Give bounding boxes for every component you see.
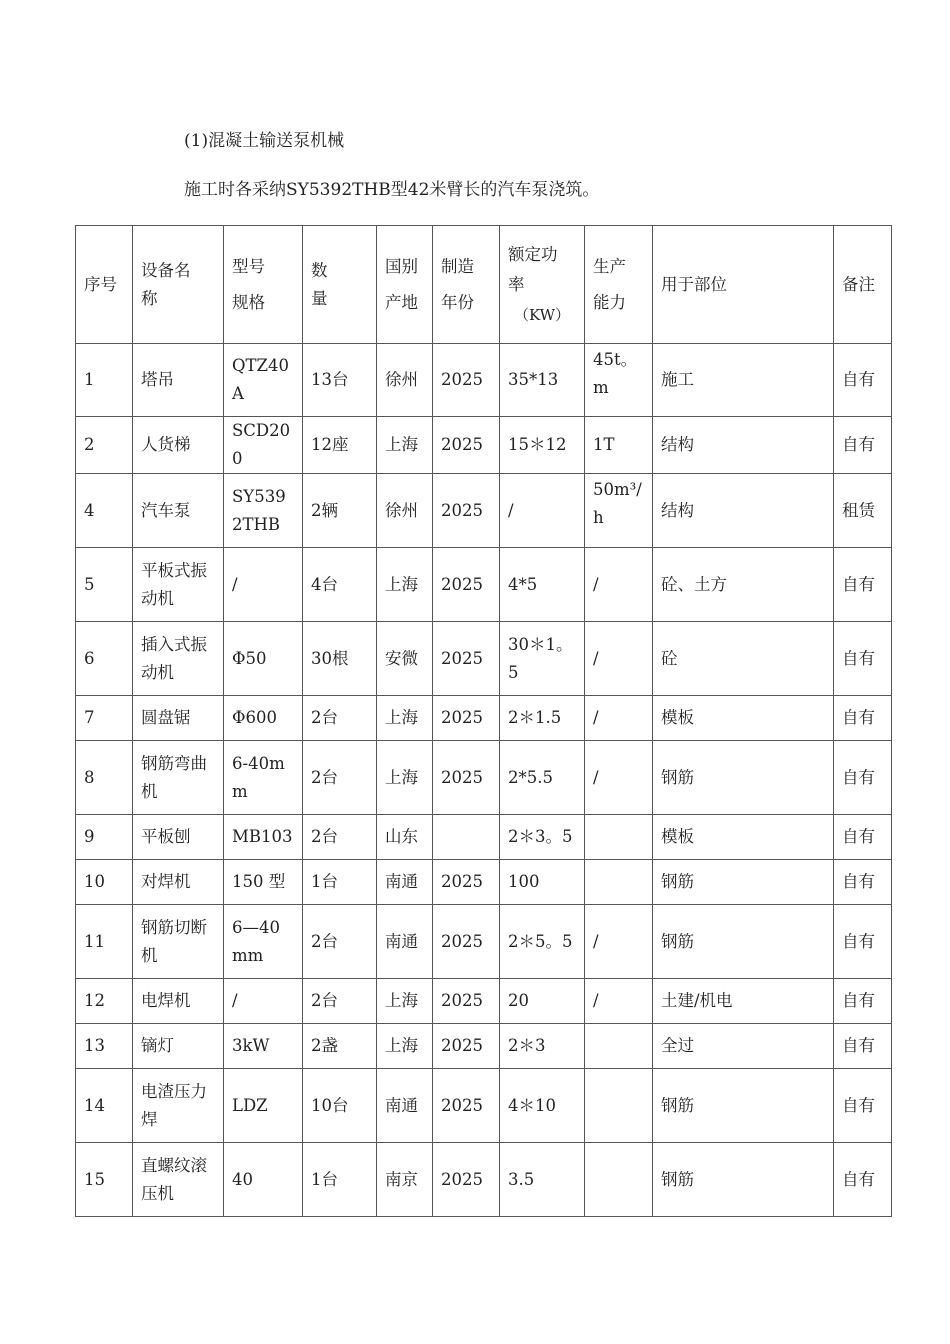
header-model-line1: 型号 <box>232 256 265 276</box>
cell-use: 钢筋 <box>653 741 834 815</box>
cell-name: 电焊机 <box>133 979 224 1024</box>
cell-use: 模板 <box>653 815 834 860</box>
cell-use: 结构 <box>653 417 834 474</box>
cell-model: Φ600 <box>224 696 303 741</box>
cell-name: 镝灯 <box>133 1024 224 1069</box>
cell-power: 2＊3 <box>500 1024 585 1069</box>
table-row <box>76 1069 892 1143</box>
cell-note: 自有 <box>834 815 892 860</box>
cell-capacity: 1T <box>585 417 653 474</box>
cell-use: 施工 <box>653 344 834 417</box>
cell-power: 3.5 <box>500 1143 585 1217</box>
cell-model: / <box>224 548 303 622</box>
header-power-line1: 额定功 <box>508 244 558 264</box>
cell-year: 2025 <box>433 860 500 905</box>
cell-qty: 2台 <box>303 696 377 741</box>
cell-qty: 4台 <box>303 548 377 622</box>
cell-no: 6 <box>76 622 133 696</box>
cell-use: 钢筋 <box>653 1143 834 1217</box>
cell-year: 2025 <box>433 548 500 622</box>
cell-no: 11 <box>76 905 133 979</box>
header-note: 备注 <box>834 226 892 344</box>
header-origin <box>377 226 433 344</box>
cell-no: 13 <box>76 1024 133 1069</box>
cell-power: 20 <box>500 979 585 1024</box>
cell-note: 自有 <box>834 696 892 741</box>
cell-year: 2025 <box>433 474 500 548</box>
header-year-line1: 制造 <box>441 256 474 276</box>
cell-name: 钢筋切断机 <box>133 905 224 979</box>
cell-origin: 上海 <box>377 741 433 815</box>
cell-origin: 徐州 <box>377 474 433 548</box>
cell-name: 人货梯 <box>133 417 224 474</box>
cell-origin: 上海 <box>377 1024 433 1069</box>
cell-capacity: 45t。m <box>585 344 653 417</box>
cell-year: 2025 <box>433 741 500 815</box>
table-row <box>76 905 892 979</box>
cell-power: 4＊10 <box>500 1069 585 1143</box>
cell-no: 2 <box>76 417 133 474</box>
cell-note: 自有 <box>834 741 892 815</box>
header-year <box>433 226 500 344</box>
cell-power: / <box>500 474 585 548</box>
cell-note: 自有 <box>834 1069 892 1143</box>
table-header <box>76 226 892 344</box>
cell-origin: 南通 <box>377 1069 433 1143</box>
table-row <box>76 622 892 696</box>
cell-use: 结构 <box>653 474 834 548</box>
header-name <box>133 226 224 344</box>
cell-capacity <box>585 860 653 905</box>
header-model-line2: 规格 <box>232 292 265 312</box>
header-name-line2: 称 <box>141 288 158 308</box>
table-row <box>76 417 892 474</box>
cell-qty: 2台 <box>303 905 377 979</box>
cell-capacity <box>585 1143 653 1217</box>
cell-year: 2025 <box>433 979 500 1024</box>
cell-note: 自有 <box>834 622 892 696</box>
cell-no: 12 <box>76 979 133 1024</box>
table-row <box>76 979 892 1024</box>
cell-qty: 2台 <box>303 815 377 860</box>
cell-origin: 山东 <box>377 815 433 860</box>
header-origin-line2: 产地 <box>385 292 418 312</box>
cell-use: 砼 <box>653 622 834 696</box>
table-row <box>76 1143 892 1217</box>
cell-year: 2025 <box>433 417 500 474</box>
cell-year <box>433 815 500 860</box>
cell-qty: 30根 <box>303 622 377 696</box>
cell-origin: 南通 <box>377 860 433 905</box>
equipment-table <box>75 225 892 1217</box>
cell-power: 30＊1。5 <box>500 622 585 696</box>
cell-capacity <box>585 1024 653 1069</box>
cell-note: 自有 <box>834 905 892 979</box>
cell-use: 砼、土方 <box>653 548 834 622</box>
cell-capacity: / <box>585 696 653 741</box>
cell-capacity: / <box>585 741 653 815</box>
cell-no: 5 <box>76 548 133 622</box>
table-row <box>76 548 892 622</box>
cell-name: 圆盘锯 <box>133 696 224 741</box>
cell-no: 8 <box>76 741 133 815</box>
cell-year: 2025 <box>433 344 500 417</box>
cell-model: QTZ40A <box>224 344 303 417</box>
header-capacity-line2: 能力 <box>593 292 626 312</box>
header-origin-line1: 国别 <box>385 256 418 276</box>
table-row <box>76 741 892 815</box>
cell-power: 2＊3。5 <box>500 815 585 860</box>
cell-power: 2*5.5 <box>500 741 585 815</box>
cell-name: 平板刨 <box>133 815 224 860</box>
header-model <box>224 226 303 344</box>
cell-use: 土建/机电 <box>653 979 834 1024</box>
cell-origin: 上海 <box>377 548 433 622</box>
cell-note: 自有 <box>834 860 892 905</box>
header-power-line2: 率 <box>508 274 525 294</box>
cell-origin: 徐州 <box>377 344 433 417</box>
cell-power: 2＊5。5 <box>500 905 585 979</box>
cell-name: 直螺纹滚压机 <box>133 1143 224 1217</box>
cell-power: 100 <box>500 860 585 905</box>
cell-power: 35*13 <box>500 344 585 417</box>
cell-power: 4*5 <box>500 548 585 622</box>
cell-use: 钢筋 <box>653 860 834 905</box>
header-name-line1: 设备名 <box>141 260 191 280</box>
header-qty <box>303 226 377 344</box>
table-row <box>76 344 892 417</box>
cell-qty: 12座 <box>303 417 377 474</box>
cell-note: 自有 <box>834 1143 892 1217</box>
cell-note: 自有 <box>834 344 892 417</box>
cell-note: 租赁 <box>834 474 892 548</box>
cell-no: 14 <box>76 1069 133 1143</box>
cell-capacity: / <box>585 622 653 696</box>
header-capacity <box>585 226 653 344</box>
cell-model: MB103 <box>224 815 303 860</box>
cell-model: / <box>224 979 303 1024</box>
cell-qty: 10台 <box>303 1069 377 1143</box>
cell-no: 4 <box>76 474 133 548</box>
cell-capacity <box>585 815 653 860</box>
cell-use: 全过 <box>653 1024 834 1069</box>
cell-name: 塔吊 <box>133 344 224 417</box>
cell-model: SCD200 <box>224 417 303 474</box>
cell-name: 钢筋弯曲机 <box>133 741 224 815</box>
cell-use: 钢筋 <box>653 905 834 979</box>
cell-origin: 南京 <box>377 1143 433 1217</box>
header-power <box>500 226 585 344</box>
cell-no: 7 <box>76 696 133 741</box>
cell-no: 10 <box>76 860 133 905</box>
cell-year: 2025 <box>433 622 500 696</box>
cell-note: 自有 <box>834 979 892 1024</box>
table-row <box>76 696 892 741</box>
cell-model: 40 <box>224 1143 303 1217</box>
cell-name: 汽车泵 <box>133 474 224 548</box>
header-qty-line2: 量 <box>311 288 328 308</box>
cell-use: 模板 <box>653 696 834 741</box>
cell-model: 6-40mm <box>224 741 303 815</box>
cell-origin: 上海 <box>377 696 433 741</box>
cell-model: 3kW <box>224 1024 303 1069</box>
cell-origin: 安微 <box>377 622 433 696</box>
cell-model: Φ50 <box>224 622 303 696</box>
header-year-line2: 年份 <box>441 292 474 312</box>
cell-note: 自有 <box>834 417 892 474</box>
cell-year: 2025 <box>433 696 500 741</box>
cell-qty: 1台 <box>303 860 377 905</box>
cell-name: 插入式振动机 <box>133 622 224 696</box>
table-row <box>76 474 892 548</box>
cell-origin: 上海 <box>377 417 433 474</box>
cell-name: 平板式振动机 <box>133 548 224 622</box>
table-row <box>76 1024 892 1069</box>
cell-qty: 2盏 <box>303 1024 377 1069</box>
cell-qty: 1台 <box>303 1143 377 1217</box>
cell-name: 对焊机 <box>133 860 224 905</box>
cell-power: 2＊1.5 <box>500 696 585 741</box>
cell-capacity: / <box>585 548 653 622</box>
cell-model: 150 型 <box>224 860 303 905</box>
cell-note: 自有 <box>834 548 892 622</box>
table-row <box>76 860 892 905</box>
intro-paragraph: 施工时各采纳SY5392THB型42米臂长的汽车泵浇筑。 <box>184 180 600 200</box>
table-row <box>76 815 892 860</box>
cell-no: 1 <box>76 344 133 417</box>
cell-year: 2025 <box>433 1024 500 1069</box>
cell-model: 6—40mm <box>224 905 303 979</box>
cell-use: 钢筋 <box>653 1069 834 1143</box>
cell-model: SY5392THB <box>224 474 303 548</box>
cell-name: 电渣压力焊 <box>133 1069 224 1143</box>
header-capacity-line1: 生产 <box>593 256 626 276</box>
cell-year: 2025 <box>433 905 500 979</box>
cell-qty: 2台 <box>303 741 377 815</box>
header-qty-line1: 数 <box>311 260 328 280</box>
cell-year: 2025 <box>433 1069 500 1143</box>
cell-qty: 13台 <box>303 344 377 417</box>
cell-capacity: / <box>585 905 653 979</box>
cell-capacity: / <box>585 979 653 1024</box>
header-row <box>76 226 892 344</box>
cell-capacity <box>585 1069 653 1143</box>
cell-no: 9 <box>76 815 133 860</box>
header-power-line3: （KW） <box>513 305 571 324</box>
cell-origin: 南通 <box>377 905 433 979</box>
section-heading: (1)混凝土输送泵机械 <box>184 131 345 151</box>
cell-capacity: 50m³/h <box>585 474 653 548</box>
cell-no: 15 <box>76 1143 133 1217</box>
header-no: 序号 <box>76 226 133 344</box>
cell-qty: 2辆 <box>303 474 377 548</box>
header-use: 用于部位 <box>653 226 834 344</box>
cell-origin: 上海 <box>377 979 433 1024</box>
table-body <box>76 344 892 1217</box>
cell-note: 自有 <box>834 1024 892 1069</box>
cell-year: 2025 <box>433 1143 500 1217</box>
cell-model: LDZ <box>224 1069 303 1143</box>
cell-qty: 2台 <box>303 979 377 1024</box>
cell-power: 15＊12 <box>500 417 585 474</box>
